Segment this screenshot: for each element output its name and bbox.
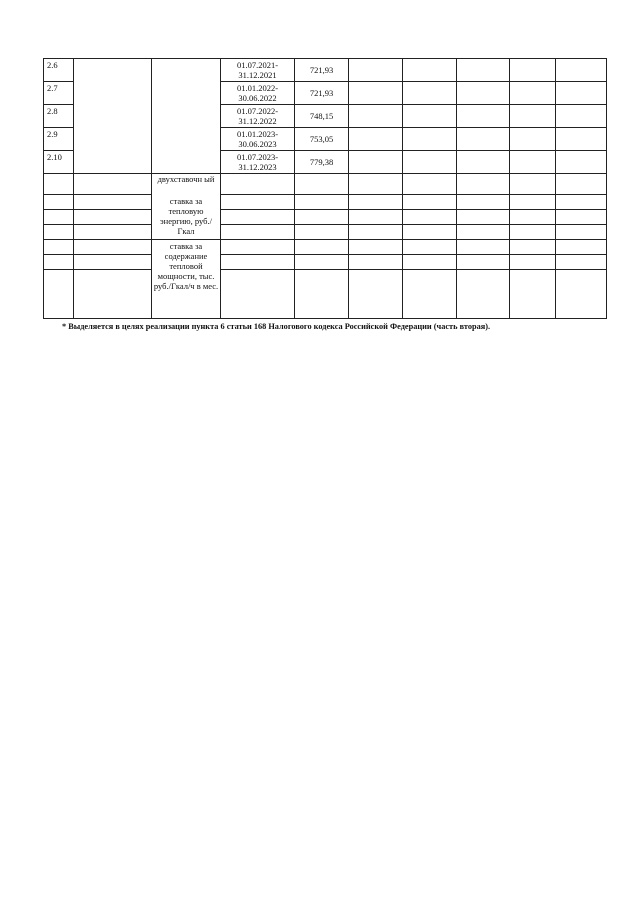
period-end: 31.12.2023 [238, 162, 277, 172]
tariff-value: 721,93 [309, 88, 334, 98]
energy-rate-label: ставка за тепловую энергию, руб./Гкал [160, 196, 212, 236]
row-number: 2.7 [47, 83, 58, 93]
vat-footnote: * Выделяется в целях реализации пункта 6 статьи 168 Налогового кодекса Российской Федерации (часть вторая). [62, 322, 491, 331]
row-number: 2.8 [47, 106, 58, 116]
period-cell [221, 106, 294, 126]
tariff-value: 753,05 [309, 134, 334, 144]
tariff-value: 721,93 [309, 65, 334, 75]
row-number: 2.10 [47, 152, 62, 162]
tariff-value: 779,38 [309, 157, 334, 167]
capacity-rate-label: ставка за содержание тепловой мощности, тыс. руб./Гкал/ч в мес. [153, 241, 219, 291]
row-number: 2.9 [47, 129, 58, 139]
period-end: 31.12.2021 [238, 70, 277, 80]
tariff-value: 748,15 [309, 111, 334, 121]
two-part-label: двухставочн ый [157, 174, 215, 184]
period-end: 30.06.2023 [238, 139, 277, 149]
period-cell [221, 60, 294, 80]
period-start: 01.07.2021- [236, 60, 279, 70]
period-start: 01.07.2022- [236, 106, 279, 116]
tariff-table [43, 58, 607, 319]
period-end: 31.12.2022 [238, 116, 277, 126]
period-end: 30.06.2022 [238, 93, 277, 103]
row-number: 2.6 [47, 60, 58, 70]
period-cell [221, 152, 294, 172]
period-start: 01.01.2022- [236, 83, 279, 93]
period-cell [221, 83, 294, 103]
period-start: 01.01.2023- [236, 129, 279, 139]
period-cell [221, 129, 294, 149]
period-start: 01.07.2023- [236, 152, 279, 162]
